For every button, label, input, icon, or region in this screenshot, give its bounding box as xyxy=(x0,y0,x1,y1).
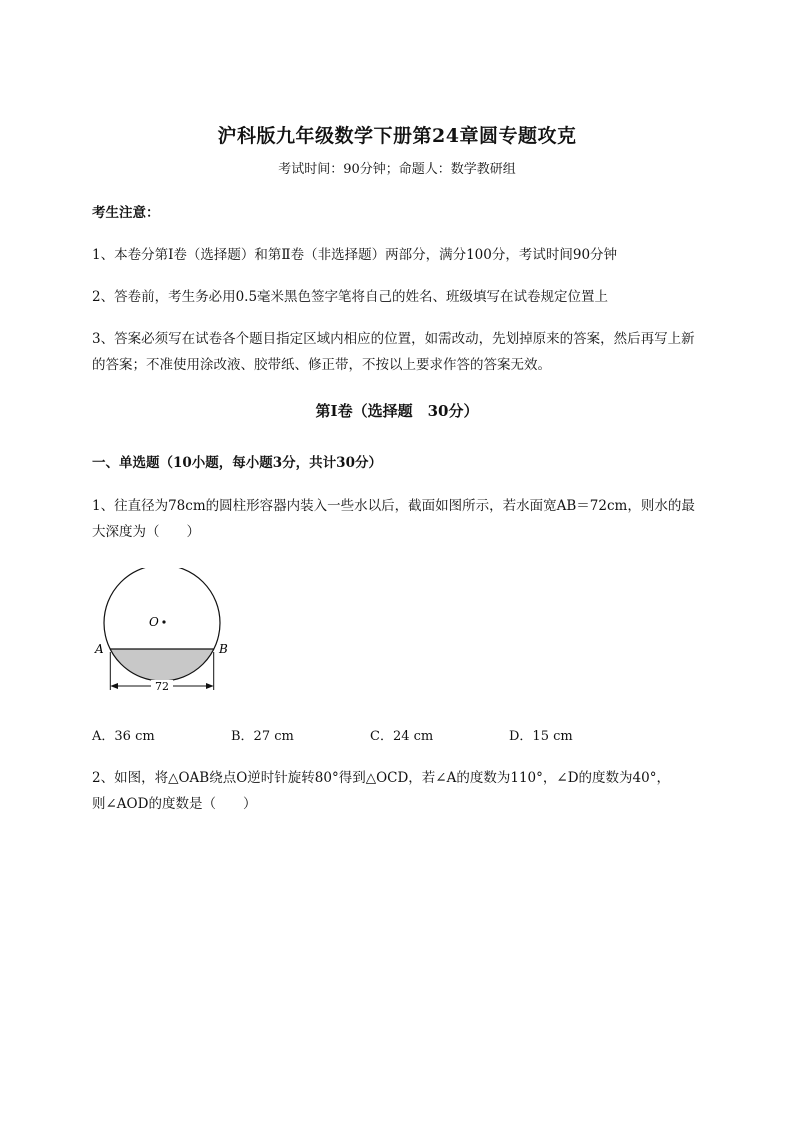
water-segment xyxy=(110,649,213,681)
question-2-text-continued: 则∠AOD的度数是（ ） xyxy=(92,796,257,812)
option-b[interactable]: B．27 cm xyxy=(231,729,294,744)
option-d[interactable]: D．15 cm xyxy=(509,729,573,744)
dimension-label: 72 xyxy=(155,680,169,693)
notice-item-3: 3、答案必须写在试卷各个题目指定区域内相应的位置，如需改动，先划掉原来的答案，然后再写上新 xyxy=(92,331,695,347)
notice-item-2: 2、答卷前，考生务必用0.5毫米黑色签字笔将自己的姓名、班级填写在试卷规定位置上 xyxy=(92,289,609,305)
center-label: O xyxy=(149,615,159,629)
question-1-text: 1、往直径为78cm的圆柱形容器内装入一些水以后，截面如图所示，若水面宽AB＝72cm，则水的最 xyxy=(92,498,695,514)
notice-item-3-continued: 的答案；不准使用涂改液、胶带纸、修正带，不按以上要求作答的答案无效。 xyxy=(92,357,551,373)
center-point xyxy=(162,620,165,623)
option-c[interactable]: C．24 cm xyxy=(370,729,434,744)
exam-info: 考试时间：90分钟；命题人：数学教研组 xyxy=(278,162,516,177)
section-title: 第I卷（选择题 30分） xyxy=(315,402,479,420)
page-title: 沪科版九年级数学下册第24章圆专题攻克 xyxy=(217,125,577,147)
question-1-text-continued: 大深度为（ ） xyxy=(92,524,200,540)
point-b-label: B xyxy=(219,642,228,656)
dimension-arrow-left xyxy=(110,683,118,689)
question-2-text: 2、如图，将△OAB绕点O逆时针旋转80°得到△OCD，若∠A的度数为110°，∠D的度数为40°， xyxy=(92,770,670,786)
dimension-arrow-right xyxy=(206,683,214,689)
point-a-label: A xyxy=(95,642,104,656)
notice-heading: 考生注意： xyxy=(92,205,160,221)
notice-item-1: 1、本卷分第I卷（选择题）和第Ⅱ卷（非选择题）两部分，满分100分，考试时间90分钟 xyxy=(92,247,618,263)
option-a[interactable]: A．36 cm xyxy=(92,729,155,744)
circle-water-figure xyxy=(88,568,238,703)
part-heading: 一、单选题（10小题，每小题3分，共计30分） xyxy=(92,455,382,471)
